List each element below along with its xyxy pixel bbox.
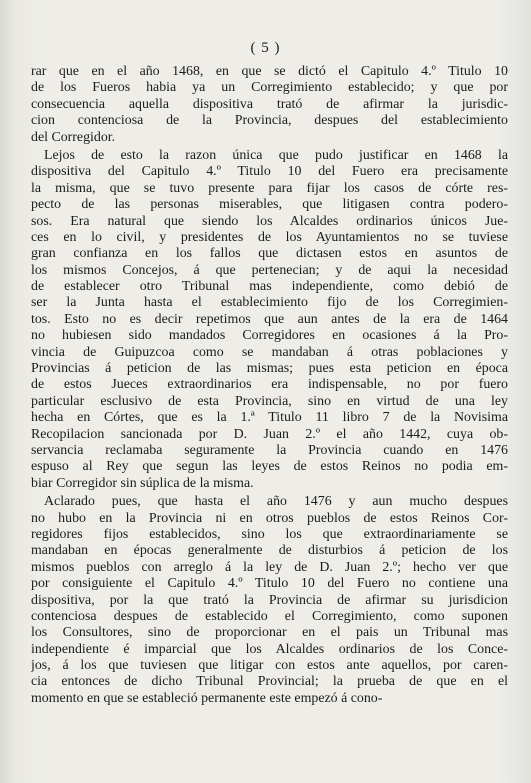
text-line: jos, á los que tuviesen que litigar con estos ante aquellos, por caren- bbox=[31, 658, 508, 674]
text-line: cia entonces de dicho Tribunal Provincial; la prueba de que en el bbox=[31, 674, 508, 690]
text-line: vincia de Guipuzcoa como se mandaban á otras poblaciones y bbox=[31, 344, 508, 360]
paragraph bbox=[31, 64, 508, 146]
text-line: biar Corregidor sin súplica de la misma. bbox=[31, 475, 254, 491]
text-line: rar que en el año 1468, en que se dictó el Capitulo 4.º Titulo 10 bbox=[31, 64, 508, 79]
text-line: consecuencia aquella dispositiva trató de afirmar la jurisdic- bbox=[31, 96, 508, 112]
text-line: de establecer otro Tribunal mas independiente, como debió de bbox=[31, 279, 508, 295]
text-line: ser la Junta hasta el establecimiento fijo de los Corregimien- bbox=[31, 295, 508, 311]
page-number: ( 5 ) bbox=[250, 40, 281, 56]
text-line: independiente é imparcial que los Alcaldes ordinarios de los Conce- bbox=[31, 641, 508, 657]
text-line: no hubo en la Provincia ni en otros pueblos de estos Reinos Cor- bbox=[31, 510, 508, 526]
text-line: no hubiesen sido mandados Corregidores en ocasiones á la Pro- bbox=[31, 328, 508, 344]
text-line: dispositiva, por la que trató la Provincia de afirmar su jurisdicion bbox=[31, 592, 508, 608]
text-line: servancia reclamaba seguramente la Provincia cuando en 1476 bbox=[31, 442, 508, 458]
text-line: Provincias á peticion de las mismas; pues esta peticion en época bbox=[31, 361, 508, 377]
text-line: por consiguiente el Capitulo 4.º Titulo 10 del Fuero no contiene una bbox=[31, 576, 508, 592]
text-line: momento en que se estableció permanente este empezó á cono- bbox=[31, 690, 383, 706]
text-line: particular esclusivo de esta Provincia, sino en virtud de una ley bbox=[31, 393, 508, 409]
text-line: de los Fueros habia ya un Corregimiento establecido; y que por bbox=[31, 80, 508, 96]
text-line: del Corregidor. bbox=[31, 129, 116, 145]
text-line: Aclarado pues, que hasta el año 1476 y aun mucho despues bbox=[44, 494, 508, 510]
text-line: tos. Esto no es decir repetimos que aun antes de la era de 1464 bbox=[31, 311, 508, 327]
text-line: la misma, que se tuvo presente para fijar los casos de córte res- bbox=[31, 180, 508, 196]
text-line: cion contenciosa de la Provincia, despues del establecimiento bbox=[31, 113, 508, 129]
text-line: espuso al Rey que segun las leyes de estos Reinos no podia em- bbox=[31, 459, 508, 475]
text-line: dispositiva del Capitulo 4.º Titulo 10 del Fuero era precisamente bbox=[31, 164, 508, 180]
text-line: sos. Era natural que siendo los Alcaldes ordinarios únicos Jue- bbox=[31, 213, 508, 229]
text-line: regidores fijos establecidos, sino los que extraordinariamente se bbox=[31, 526, 508, 542]
text-line: de estos Jueces extraordinarios era indispensable, no por fuero bbox=[31, 377, 508, 393]
text-line: ces en lo civil, y presidentes de los Ayuntamientos no se tuviese bbox=[31, 229, 508, 245]
text-line: Lejos de esto la razon única que pudo justificar en 1468 la bbox=[44, 147, 508, 163]
text-line: mandaban en épocas generalmente de disturbios á peticion de los bbox=[31, 543, 508, 559]
text-line: los Consultores, sino de proporcionar en el pais un Tribunal mas bbox=[31, 625, 508, 641]
text-line: contenciosa despues de establecido el Corregimiento, como suponen bbox=[31, 608, 508, 624]
text-line: hecha en Córtes, que es la 1.ª Titulo 11 libro 7 de la Novisima bbox=[31, 410, 508, 426]
text-line: mismos pueblos con arreglo á la ley de D. Juan 2.º; hecho ver que bbox=[31, 559, 508, 575]
text-line: los mismos Concejos, á que pertenecian; y de aqui la necesidad bbox=[31, 262, 508, 278]
paragraph bbox=[31, 148, 508, 492]
text-line: Recopilacion sancionada por D. Juan 2.º el año 1442, cuya ob- bbox=[31, 426, 508, 442]
text-line: pecto de las personas miserables, que litigasen contra podero- bbox=[31, 197, 508, 213]
document-body bbox=[31, 64, 508, 707]
text-line: gran confianza en los fallos que dictasen estos en asuntos de bbox=[31, 246, 508, 262]
paragraph bbox=[31, 494, 508, 707]
